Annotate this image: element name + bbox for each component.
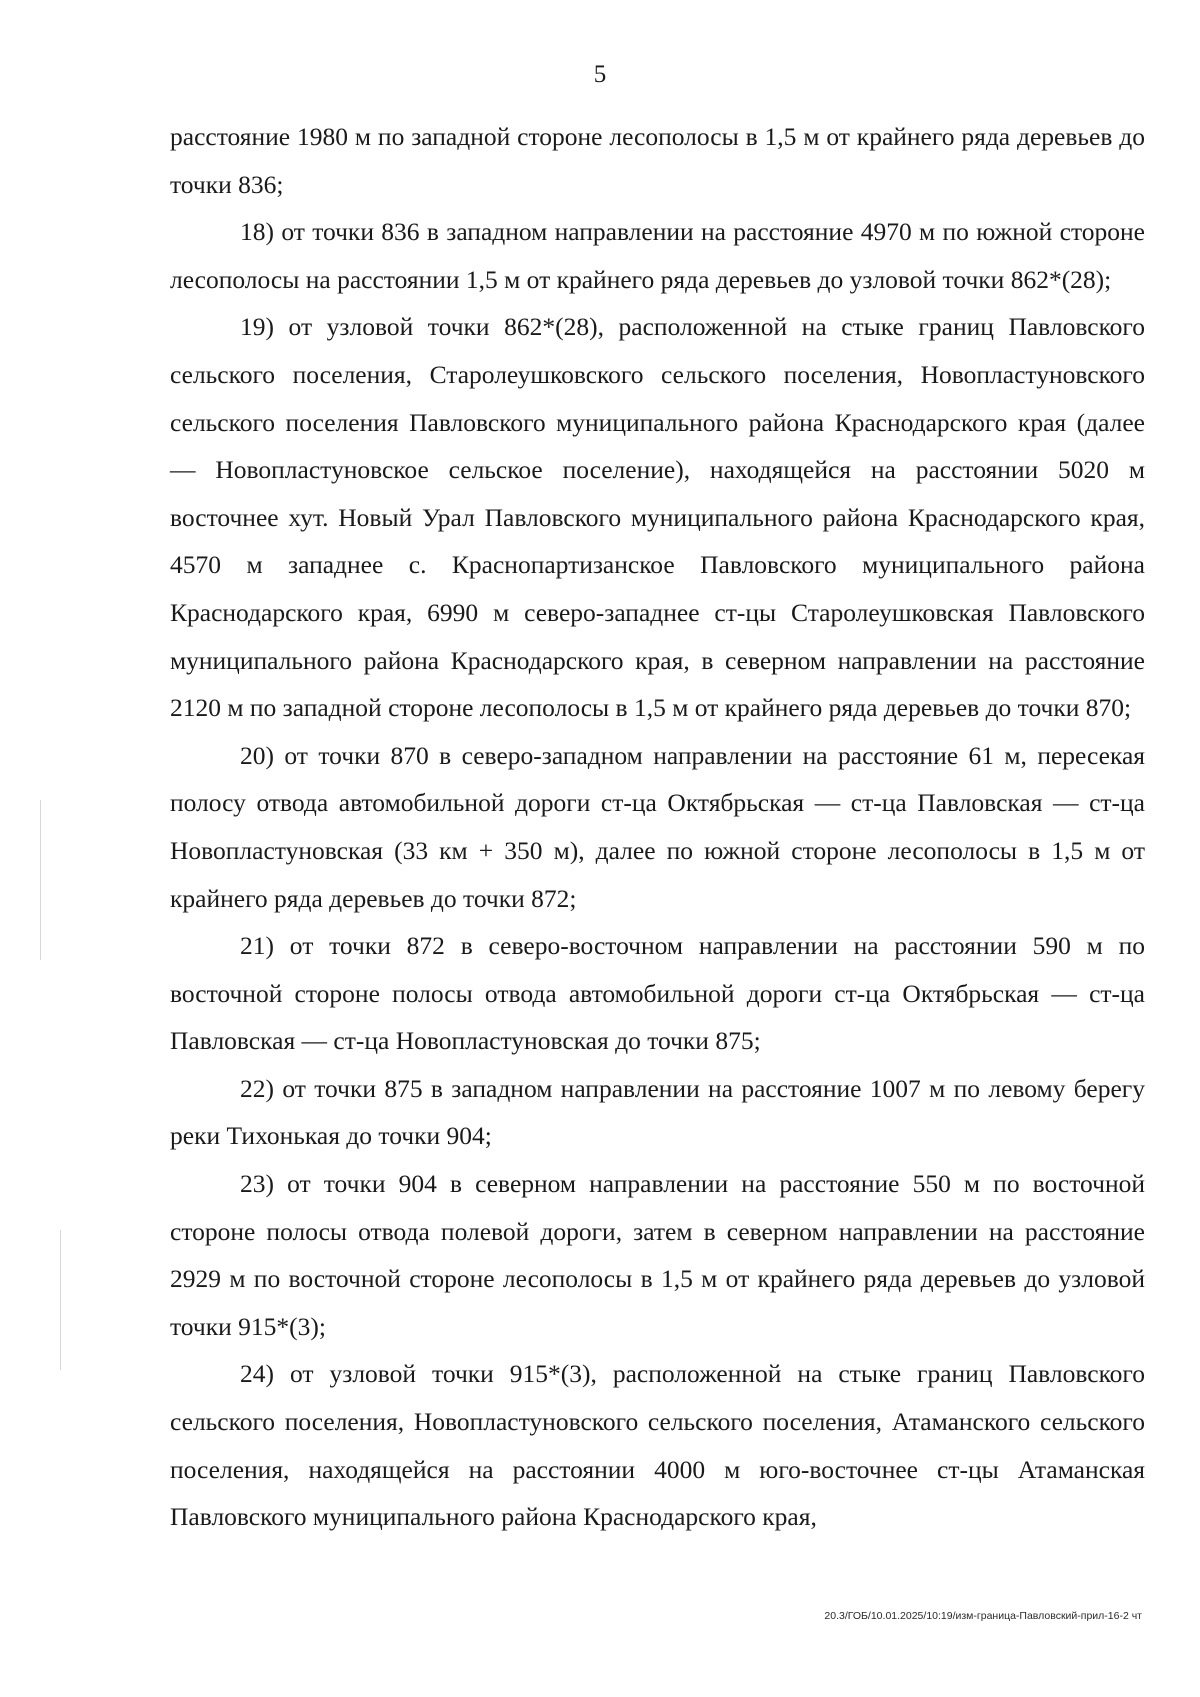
paragraph-item-21: 21) от точки 872 в северо-восточном направлении на расстоянии 590 м по восточной стороне полосы отвода автомобильной дороги ст-ца Октябрьская — ст-ца Павловская — ст-ца Новопластуновская до точки 875; (170, 931, 1145, 1056)
paragraph-item-23: 23) от точки 904 в северном направлении на расстояние 550 м по восточной стороне полосы отвода полевой дороги, затем в северном направлении на расстояние 2929 м по восточной стороне лесополосы в 1,5 м от крайнего ряда деревьев до узловой точки 915*(3); (170, 1169, 1145, 1341)
paragraph-item-18: 18) от точки 836 в западном направлении на расстояние 4970 м по южной стороне лесополосы на расстоянии 1,5 м от крайнего ряда деревьев до узловой точки 862*(28); (170, 217, 1145, 294)
paragraph-item-19: 19) от узловой точки 862*(28), расположенной на стыке границ Павловского сельского поселения, Старолеушковского сельского поселения, Новопластуновского сельского поселения Павловского муниципального района Краснодарского края (далее — Новопластуновское сельское поселение), находящейся на расстоянии 5020 м восточнее хут. Новый Урал Павловского муниципального района Краснодарского края, 4570 м западнее с. Краснопартизанское Павловского муниципального района Краснодарского края, 6990 м северо-западнее ст-цы Старолеушковская Павловского муниципального района Краснодарского края, в северном направлении на расстояние 2120 м по западной стороне лесополосы в 1,5 м от крайнего ряда деревьев до точки 870; (170, 312, 1145, 723)
paragraph-item-20: 20) от точки 870 в северо-западном направлении на расстояние 61 м, пересекая полосу отвода автомобильной дороги ст-ца Октябрьская — ст-ца Павловская — ст-ца Новопластуновская (33 км + 350 м), далее по южной стороне лесополосы в 1,5 м от крайнего ряда деревьев до точки 872; (170, 740, 1145, 913)
scan-artifact-line (40, 800, 41, 960)
scan-artifact-line (60, 1230, 61, 1370)
paragraph-item-22: 22) от точки 875 в западном направлении на расстояние 1007 м по левому берегу реки Тихонькая до точки 904; (170, 1073, 1145, 1151)
document-body (170, 113, 1145, 1541)
page-number: 5 (593, 61, 607, 88)
paragraph-continuation: расстояние 1980 м по западной стороне лесополосы в 1,5 м от крайнего ряда деревьев до точки 836; (170, 122, 1145, 199)
document-footer-code: 20.3/ГОБ/10.01.2025/10:19/изм-граница-Павловский-прил-16-2 чт (824, 1610, 1142, 1622)
paragraph-item-24: 24) от узловой точки 915*(3), расположенной на стыке границ Павловского сельского поселения, Новопластуновского сельского поселения, Атаманского сельского поселения, находящейся на расстоянии 4000 м юго-восточнее ст-цы Атаманская Павловского муниципального района Краснодарского края, (170, 1359, 1145, 1532)
